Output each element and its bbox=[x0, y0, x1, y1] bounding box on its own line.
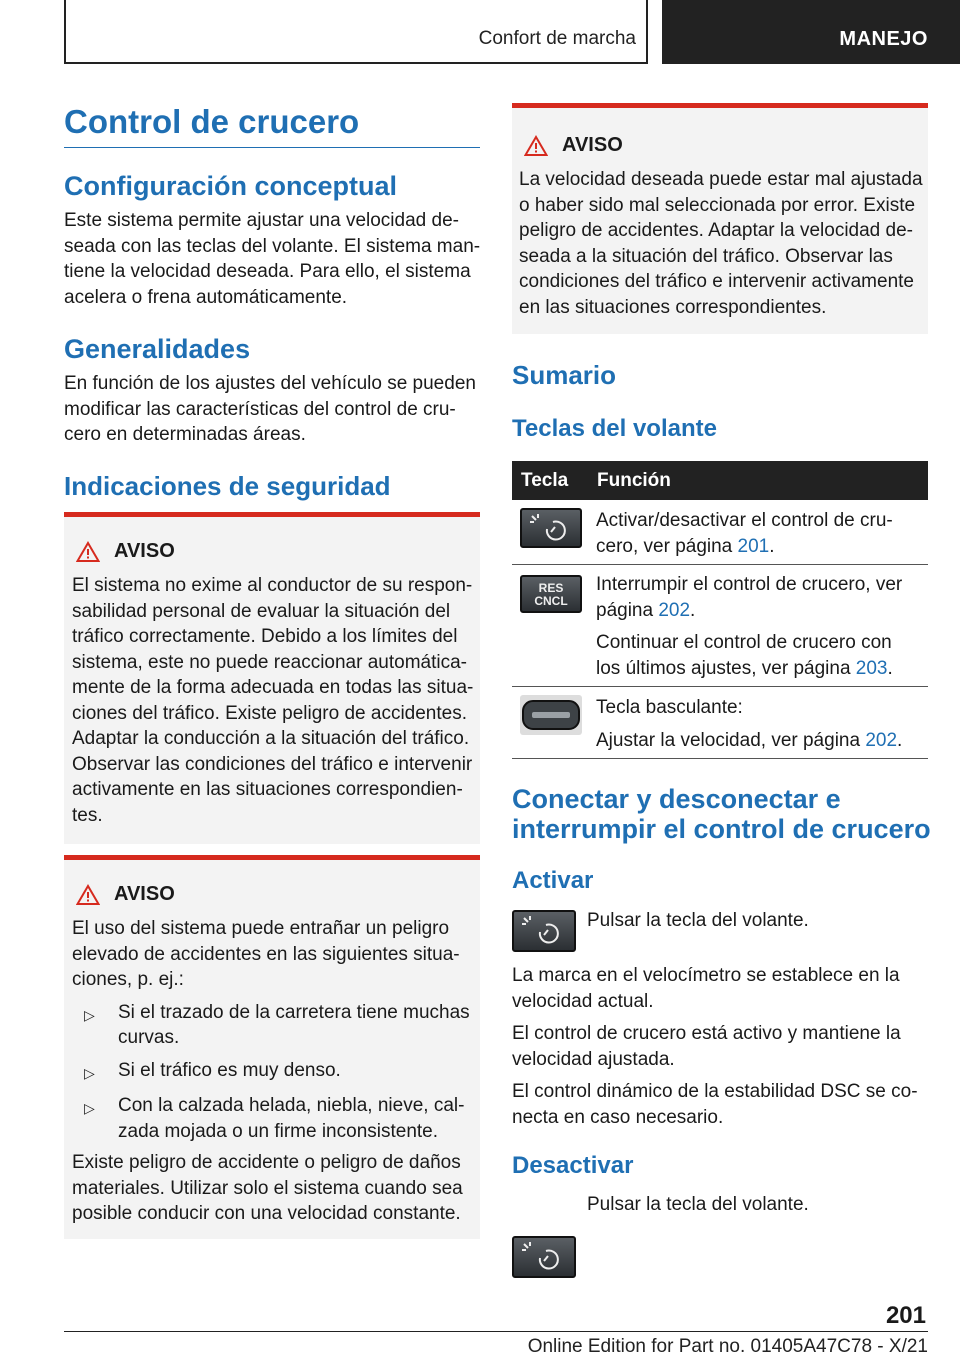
warning-label: AVISO bbox=[114, 540, 175, 562]
cruise-control-key-icon bbox=[512, 1236, 576, 1278]
title-rule bbox=[64, 147, 480, 148]
warning-text: El uso del sistema puede entrañar un peligro elevado de accidentes en las siguientes situa- ciones, p. ej.: ▷ Si el trazado de la carretera tiene muchas curvas. ▷ Si el tráfico es muy denso. ▷ Con la calzada helada, niebla, nieve, cal- zada mojada o un firme inconsistente. Existe peligro de accidente o peligro de daños materiales. Utilizar solo el sistema cuando sea posible conducir con una velocidad constante. bbox=[72, 916, 482, 1227]
page-title: Control de crucero bbox=[64, 103, 360, 140]
warning-header bbox=[76, 883, 175, 906]
warning-box bbox=[512, 103, 928, 334]
list-item: ▷ Si el tráfico es muy denso. bbox=[72, 1058, 482, 1087]
warning-header bbox=[524, 134, 623, 157]
heading-generalidades: Generalidades bbox=[64, 334, 251, 364]
bullet-marker: ▷ bbox=[84, 1100, 95, 1116]
bullet-marker: ▷ bbox=[84, 1064, 95, 1081]
list-item: ▷ Si el trazado de la carretera tiene muchas curvas. bbox=[72, 1000, 482, 1051]
heading-seguridad: Indicaciones de seguridad bbox=[64, 471, 391, 501]
heading-teclas: Teclas del volante bbox=[512, 415, 717, 442]
footer-edition: Online Edition for Part no. 01405A47C78 - X/21 bbox=[527, 1336, 928, 1357]
heading-activar: Activar bbox=[512, 867, 594, 894]
warning-text: La velocidad deseada puede estar mal ajustada o haber sido mal seleccionada por error. Existe peligro de accidentes. Adaptar la velocidad de- seada a la situación del tráfico. Observar las condiciones del tráfico e intervenir activamente en las situaciones correspondientes. bbox=[519, 169, 923, 318]
column-header-funcion: Función bbox=[597, 470, 671, 491]
warning-text: El sistema no exime al conductor de su respon- sabilidad personal de evaluar la situación del tráfico correctamente. Debido a los límites del sistema, este no puede reaccionar automática- mente de la forma adecuada en todas las situa- ciones del tráfico. Existe peligro de accidentes. Adaptar la conducción a la situación del tráfico. Observar las condiciones del tráfico e intervenir activamente en las situaciones correspondien- tes. bbox=[72, 575, 474, 826]
page-link[interactable]: 203 bbox=[855, 657, 888, 679]
page-link[interactable]: 202 bbox=[658, 599, 691, 621]
table-header bbox=[512, 461, 928, 500]
table-row bbox=[512, 686, 928, 759]
warning-triangle-icon bbox=[76, 884, 100, 906]
instruction-activar: Pulsar la tecla del volante. bbox=[587, 910, 809, 931]
heading-desactivar: Desactivar bbox=[512, 1152, 634, 1179]
cruise-control-key-icon bbox=[520, 508, 582, 548]
instruction-desactivar: Pulsar la tecla del volante. bbox=[587, 1194, 809, 1215]
warning-box bbox=[64, 512, 480, 844]
function-description: Activar/desactivar el control de cru- cero, ver página 201. bbox=[596, 510, 893, 557]
column-header-tecla: Tecla bbox=[521, 470, 569, 491]
list-item: ▷ Con la calzada helada, niebla, nieve, cal- zada mojada o un firme inconsistente. bbox=[72, 1093, 482, 1144]
paragraph-configuracion: Este sistema permite ajustar una velocidad de- seada con las teclas del volante. El sistema man- tiene la velocidad deseada. Para ello, el sistema acelera o frena automáticamente. bbox=[64, 210, 481, 308]
warning-label: AVISO bbox=[562, 134, 623, 156]
page-link[interactable]: 202 bbox=[865, 729, 898, 751]
warning-triangle-icon bbox=[524, 135, 548, 157]
warning-box bbox=[64, 855, 480, 1239]
function-description: Tecla basculante: Ajustar la velocidad, ver página 202. bbox=[596, 697, 903, 751]
table-row bbox=[512, 564, 928, 687]
page-link[interactable]: 201 bbox=[737, 535, 770, 557]
warning-header bbox=[76, 540, 175, 563]
res-cncl-key-icon: RES CNCL bbox=[520, 575, 582, 613]
heading-sumario: Sumario bbox=[512, 360, 617, 390]
header-chapter-title: MANEJO bbox=[839, 28, 928, 50]
header-section-title: Confort de marcha bbox=[478, 28, 636, 49]
table-row bbox=[512, 500, 928, 565]
heading-conectar: Conectar y desconectar e interrumpir el control de crucero bbox=[512, 784, 931, 844]
bullet-marker: ▷ bbox=[84, 1006, 95, 1023]
heading-configuracion: Configuración conceptual bbox=[64, 171, 398, 201]
footer-rule bbox=[64, 1331, 928, 1332]
cruise-control-key-icon bbox=[512, 910, 576, 952]
warning-label: AVISO bbox=[114, 883, 175, 905]
paragraph-activar: La marca en el velocímetro se establece en la velocidad actual. El control de crucero está activo y mantiene la velocidad ajustada. El control dinámico de la estabilidad DSC se co- necta en caso necesario. bbox=[512, 965, 918, 1128]
warning-triangle-icon bbox=[76, 541, 100, 563]
page-number: 201 bbox=[885, 1302, 926, 1329]
function-description: Interrumpir el control de crucero, ver página 202. Continuar el control de crucero con los últimos ajustes, ver página 203. bbox=[596, 574, 903, 679]
rocker-switch-key-icon bbox=[520, 695, 582, 735]
paragraph-generalidades: En función de los ajustes del vehículo se pueden modificar las características del control de cru- cero en determinadas áreas. bbox=[64, 373, 476, 445]
